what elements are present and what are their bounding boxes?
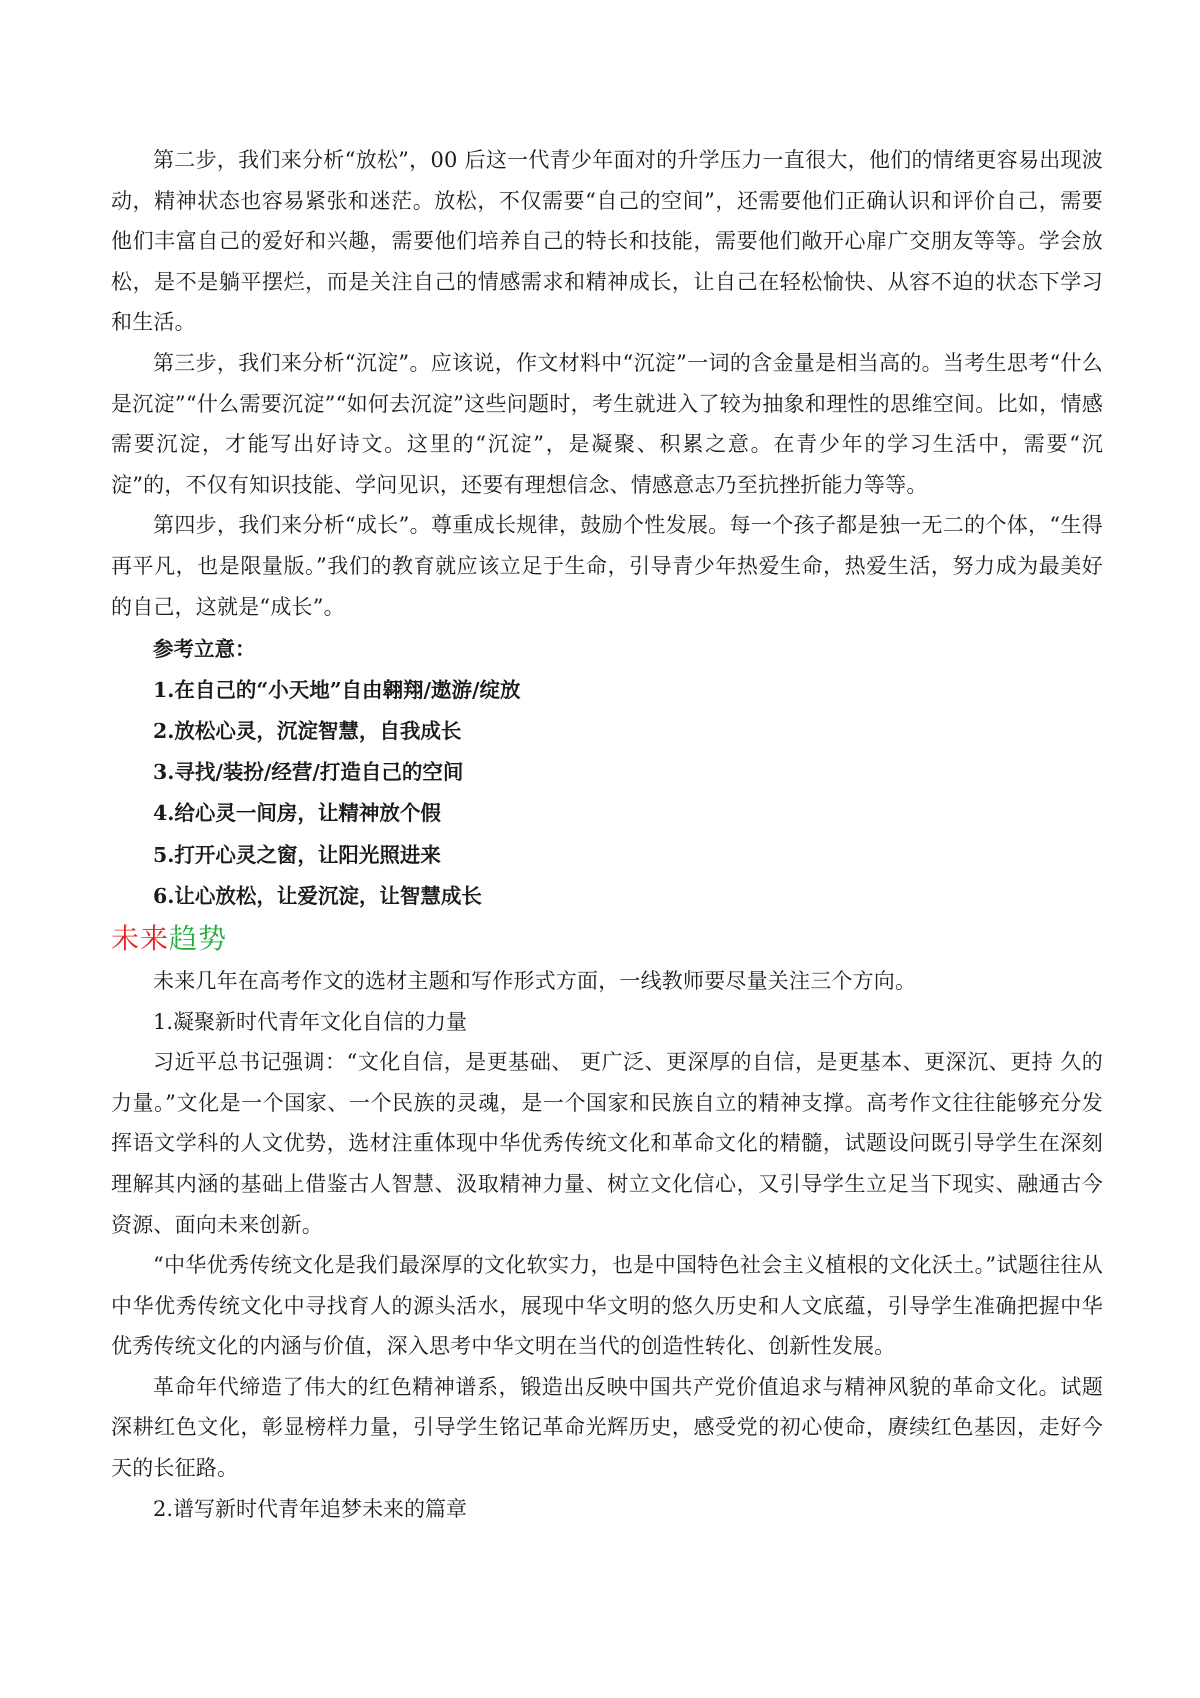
paragraph-step-four: 第四步，我们来分析“成长”。尊重成长规律，鼓励个性发展。每一个孩子都是独一无二的个体，“生得再平凡，也是限量版。”我们的教育就应该立足于生命，引导青少年热爱生命，热爱生活，努力成为最美好的自己，这就是“成长”。 — [111, 513, 1103, 619]
reference-point: 5.打开心灵之窗，让阳光照进来 — [153, 842, 441, 867]
paragraph-traditional-culture: “中华优秀传统文化是我们最深厚的文化软实力，也是中国特色社会主义植根的文化沃土。”试题往往从中华优秀传统文化中寻找育人的源头活水，展现中华文明的悠久历史和人文底蕴，引导学生准确把握中华优秀传统文化的内涵与价值，深入思考中华文明在当代的创造性转化、创新性发展。 — [111, 1253, 1103, 1359]
paragraph-culture-confidence: 习近平总书记强调：“文化自信，是更基础、 更广泛、更深厚的自信，是更基本、更深沉、更持 久的力量。”文化是一个国家、一个民族的灵魂，是一个国家和民族自立的精神支撑。高考作文往往能够充分发挥语文学科的人文优势，选材注重体现中华优秀传统文化和革命文化的精髓，试题设问既引导学生在深刻理解其内涵的基础上借鉴古人智慧、汲取精神力量、树立文化信心，又引导学生立足当下现实、融通古今资源、面向未来创新。 — [111, 1050, 1103, 1237]
reference-point: 2.放松心灵，沉淀智慧，自我成长 — [153, 718, 462, 743]
subheading-one: 1.凝聚新时代青年文化自信的力量 — [153, 1009, 468, 1034]
reference-point: 4.给心灵一间房，让精神放个假 — [153, 801, 441, 826]
reference-point: 1.在自己的“小天地”自由翱翔/遨游/绽放 — [153, 677, 521, 702]
section-title — [111, 919, 1103, 959]
paragraph-revolutionary-culture: 革命年代缔造了伟大的红色精神谱系，锻造出反映中国共产党价值追求与精神风貌的革命文化。试题深耕红色文化，彰显榜样力量，引导学生铭记革命光辉历史，感受党的初心使命，赓续红色基因，走好今天的长征路。 — [111, 1374, 1103, 1481]
paragraph-step-three: 第三步，我们来分析“沉淀”。应该说，作文材料中“沉淀”一词的含金量是相当高的。当考生思考“什么是沉淀”“什么需要沉淀”“如何去沉淀”这些问题时，考生就进入了较为抽象和理性的思维空间。比如，情感需要沉淀，才能写出好诗文。这里的“沉淀”，是凝聚、积累之意。在青少年的学习生活中，需要“沉淀”的，不仅有知识技能、学问见识，还要有理想信念、情感意志乃至抗挫折能力等等。 — [111, 350, 1103, 497]
paragraph-step-two: 第二步，我们来分析“放松”，00 后这一代青少年面对的升学压力一直很大，他们的情绪更容易出现波动，精神状态也容易紧张和迷茫。放松，不仅需要“自己的空间”，还需要他们正确认识和评价自己，需要他们丰富自己的爱好和兴趣，需要他们培养自己的特长和技能，需要他们敞开心扉广交朋友等等。学会放松，是不是躺平摆烂，而是关注自己的情感需求和精神成长，让自己在轻松愉快、从容不迫的状态下学习和生活。 — [111, 148, 1103, 335]
reference-point: 3.寻找/装扮/经营/打造自己的空间 — [153, 760, 464, 785]
section-title-part1: 未来 — [111, 921, 170, 955]
section-title-part2: 趋势 — [169, 921, 228, 955]
reference-point: 6.让心放松，让爱沉淀，让智慧成长 — [153, 883, 482, 908]
document-body — [111, 140, 1103, 1529]
subheading-two: 2.谱写新时代青年追梦未来的篇章 — [153, 1496, 468, 1521]
reference-heading: 参考立意： — [153, 637, 256, 662]
section-intro: 未来几年在高考作文的选材主题和写作形式方面，一线教师要尽量关注三个方向。 — [153, 968, 917, 993]
